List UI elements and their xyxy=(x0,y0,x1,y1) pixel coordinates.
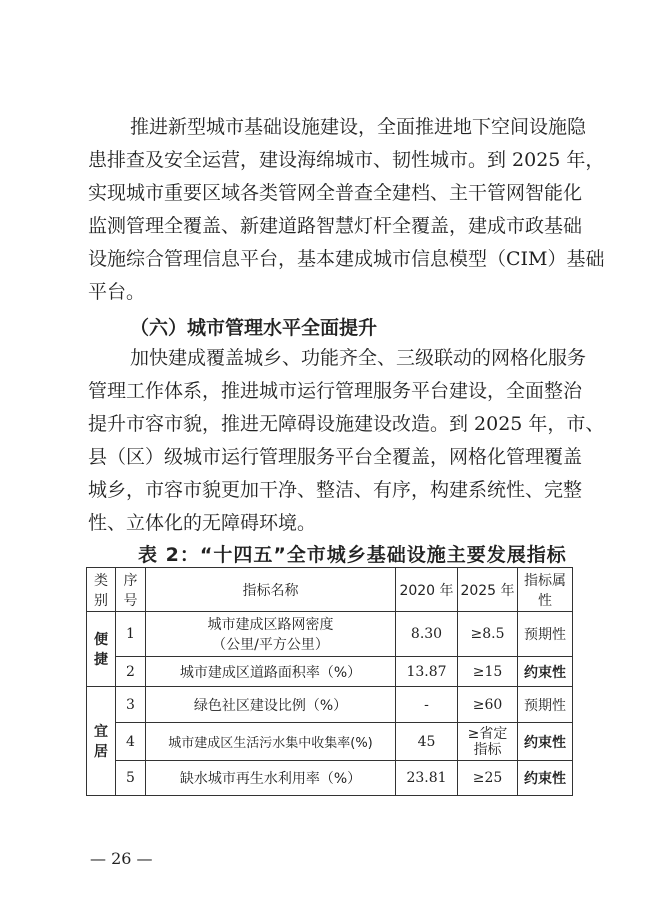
indicator-attribute: 约束性 xyxy=(518,761,573,796)
value-2025: ≥8.5 xyxy=(458,612,518,657)
indicator-attribute: 预期性 xyxy=(518,612,573,657)
value-2025: ≥25 xyxy=(458,761,518,796)
indicator-name: 城市建成区路网密度（公里/平方公里） xyxy=(146,612,396,657)
value-2020: 45 xyxy=(396,723,458,761)
table-header-row xyxy=(87,568,573,612)
paragraph-line: 设施综合管理信息平台，基本建成城市信息模型（CIM）基础 xyxy=(88,248,605,270)
paragraph-line: 推进新型城市基础设施建设，全面推进地下空间设施隐 xyxy=(130,116,587,138)
indicator-name: 城市建成区生活污水集中收集率(%) xyxy=(146,723,396,761)
indicator-name: 城市建成区道路面积率（%） xyxy=(146,657,396,687)
table-row xyxy=(87,657,573,687)
value-2020: 23.81 xyxy=(396,761,458,796)
header-number: 序号 xyxy=(116,568,146,612)
table-title: 表 2：“十四五”全市城乡基础设施主要发展指标 xyxy=(138,544,567,566)
row-number: 4 xyxy=(116,723,146,761)
table-row xyxy=(87,612,573,657)
paragraph-line: 提升市容市貌，推进无障碍设施建设改造。到 2025 年，市、 xyxy=(88,413,605,435)
paragraph-line: 县（区）级城市运行管理服务平台全覆盖，网格化管理覆盖 xyxy=(88,446,583,468)
header-name: 指标名称 xyxy=(146,568,396,612)
indicator-attribute: 预期性 xyxy=(518,687,573,723)
paragraph-line: 加快建成覆盖城乡、功能齐全、三级联动的网格化服务 xyxy=(130,347,587,369)
row-number: 5 xyxy=(116,761,146,796)
header-2020: 2020 年 xyxy=(396,568,458,612)
paragraph-line: 实现城市重要区域各类管网全普查全建档、主干管网智能化 xyxy=(88,182,583,204)
indicator-attribute: 约束性 xyxy=(518,657,573,687)
value-2025: ≥省定指标 xyxy=(458,723,518,761)
paragraph-line: 性、立体化的无障碍环境。 xyxy=(88,512,317,534)
indicator-name: 缺水城市再生水利用率（%） xyxy=(146,761,396,796)
row-number: 1 xyxy=(116,612,146,657)
paragraph-line: 平台。 xyxy=(88,281,146,303)
table-row xyxy=(87,687,573,723)
value-2020: - xyxy=(396,687,458,723)
paragraph-line: 患排查及安全运营，建设海绵城市、韧性城市。到 2025 年， xyxy=(88,149,605,171)
indicator-name: 绿色社区建设比例（%） xyxy=(146,687,396,723)
paragraph-line: 监测管理全覆盖、新建道路智慧灯杆全覆盖，建成市政基础 xyxy=(88,215,583,237)
paragraph-line: 管理工作体系，推进城市运行管理服务平台建设，全面整治 xyxy=(88,380,583,402)
header-category: 类别 xyxy=(87,568,116,612)
header-2025: 2025 年 xyxy=(458,568,518,612)
header-attr: 指标属性 xyxy=(518,568,573,612)
value-2020: 13.87 xyxy=(396,657,458,687)
category-cell: 便捷 xyxy=(87,612,116,687)
row-number: 3 xyxy=(116,687,146,723)
value-2020: 8.30 xyxy=(396,612,458,657)
page-number: — 26 — xyxy=(90,849,153,868)
indicator-attribute: 约束性 xyxy=(518,723,573,761)
section-heading: （六）城市管理水平全面提升 xyxy=(130,317,378,339)
table-row xyxy=(87,761,573,796)
indicator-table xyxy=(86,567,573,796)
category-cell: 宜居 xyxy=(87,687,116,796)
table-row xyxy=(87,723,573,761)
value-2025: ≥60 xyxy=(458,687,518,723)
paragraph-line: 城乡，市容市貌更加干净、整洁、有序，构建系统性、完整 xyxy=(88,479,583,501)
value-2025: ≥15 xyxy=(458,657,518,687)
row-number: 2 xyxy=(116,657,146,687)
